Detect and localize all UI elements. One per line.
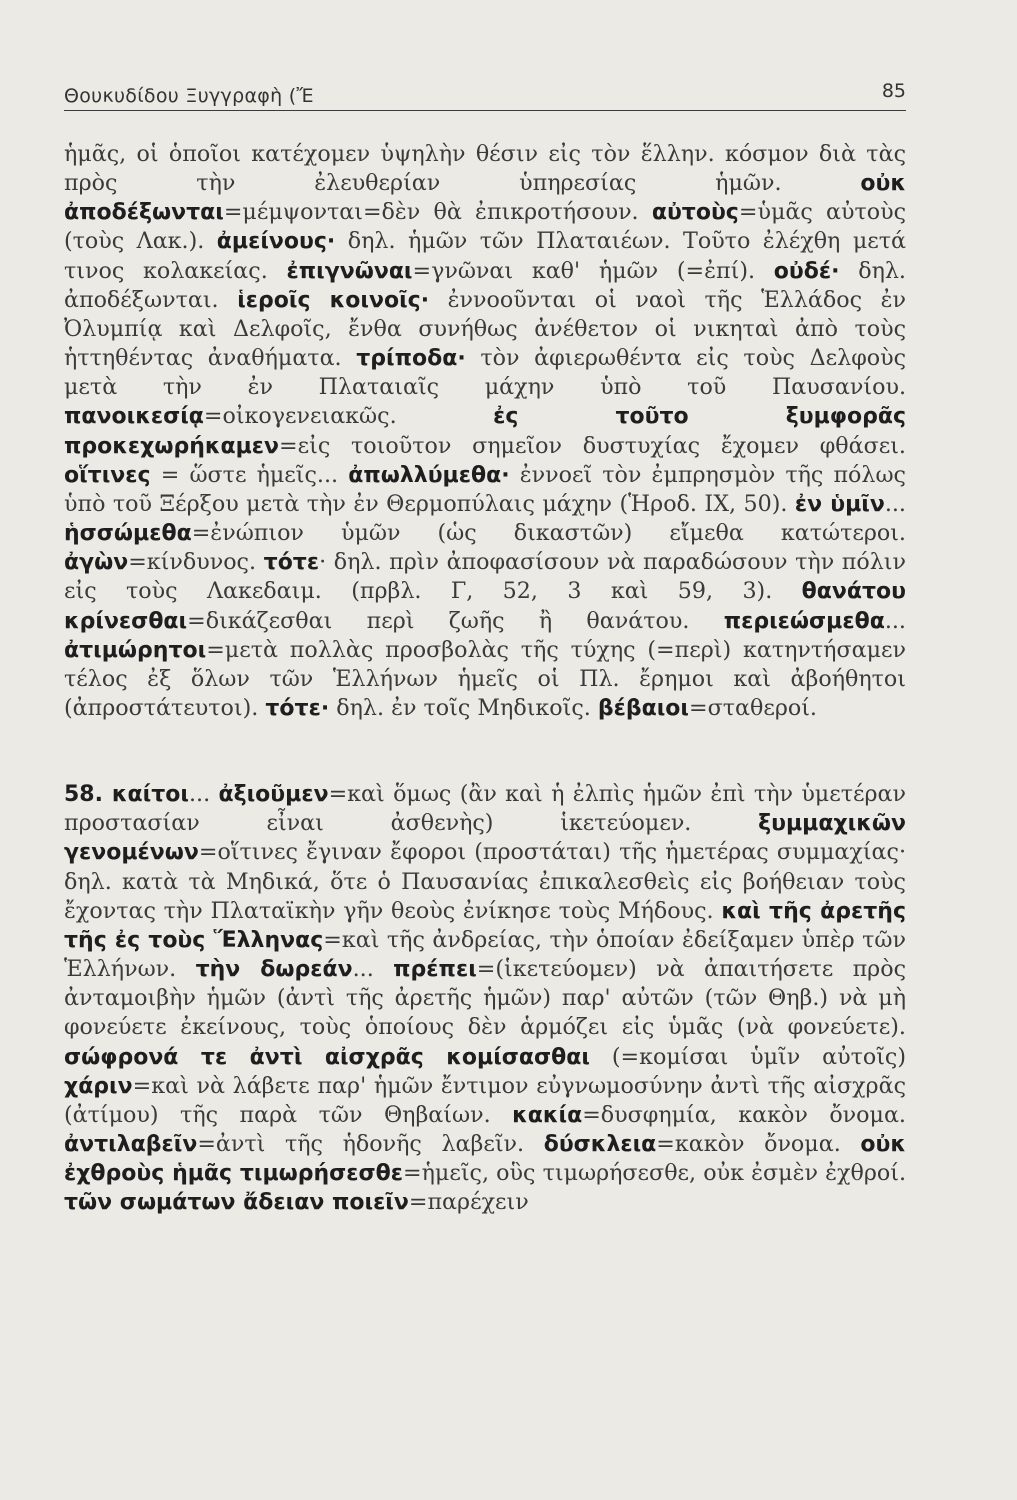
commentary-paragraph (64, 780, 906, 1217)
commentary-paragraph (64, 140, 906, 723)
lemma: ἐς τοῦτο ξυμφορᾶς προκεχωρήκαμεν (64, 404, 906, 459)
paragraph-gap (64, 723, 906, 780)
gloss: τὸν ἀφιερωθέντα εἰς τοὺς Δελφοὺς μετὰ τὴν ἐν Πλαταιαῖς μάχην ὑπὸ τοῦ Παυσανίου. (64, 345, 906, 401)
gloss: =ἡμεῖς, οὓς τιμωρήσεσθε, οὐκ ἐσμὲν ἐχθροί. (403, 1160, 906, 1187)
lemma: ἀτιμώρητοι (64, 637, 207, 663)
gloss: =κακὸν ὄνομα. (656, 1131, 861, 1157)
lemma: ἀπωλλύμεθα· (348, 462, 510, 488)
gloss: ... (188, 781, 219, 808)
gloss: ... (884, 490, 906, 517)
gloss: ... (884, 607, 906, 634)
gloss: =καὶ ὅμως (ἂν καὶ ἡ ἐλπὶς ἡμῶν ἐπὶ τὴν ὑμετέραν προστασίαν εἶναι ἀσθενὴς) ἱκετεύομεν. (64, 781, 907, 837)
gloss: =δικάζεσθαι περὶ ζωῆς ἢ θανάτου. (187, 607, 724, 634)
gloss: · δηλ. πρὶν ἀποφασίσουν νὰ παραδώσουν τὴν πόλιν εἰς τοὺς Λακεδαιμ. (πρβλ. Γ, 52, 3 καὶ 59, 3). (64, 549, 906, 605)
gloss: δηλ. ἀποδέξωνται. (64, 257, 906, 313)
gloss: =παρέχειν (408, 1189, 529, 1216)
lemma: οὐκ ἐχθροὺς ἡμᾶς τιμωρήσεσθε (64, 1132, 906, 1187)
gloss: = ὥστε ἡμεῖς... (150, 461, 349, 488)
gloss: =καὶ τῆς ἀνδρείας, τὴν ὁποίαν ἐδείξαμεν ὑπὲρ τῶν Ἑλλήνων. (64, 926, 906, 983)
lemma: καὶ τῆς ἀρετῆς τῆς ἐς τοὺς Ἕλληνας (64, 898, 906, 953)
lemma: ἱεροῖς κοινοῖς· (237, 287, 430, 313)
gloss: =ὑμᾶς αὐτοὺς (τοὺς Λακ.). (64, 199, 906, 255)
lemma: πανοικεσίᾳ (64, 404, 204, 430)
lemma: τότε (263, 550, 320, 576)
gloss: δηλ. ἐν τοῖς Μηδικοῖς. (329, 694, 598, 721)
page-number: 85 (881, 80, 906, 102)
lemma: οἵτινες (64, 462, 151, 488)
gloss: =ἐνώπιον ὑμῶν (ὡς δικαστῶν) εἴμεθα κατώτεροι. (191, 520, 906, 547)
lemma: ἐν ὑμῖν (794, 491, 885, 517)
gloss: =σταθεροί. (688, 694, 817, 721)
gloss: (=κομίσαι ὑμῖν αὐτοῖς) (589, 1043, 906, 1070)
lemma: βέβαιοι (597, 695, 689, 721)
lemma: τὴν δωρεάν (195, 957, 353, 983)
gloss: ἐννοοῦνται οἱ ναοὶ τῆς Ἑλλάδος ἐν Ὀλυμπίᾳ καὶ Δελφοῖς, ἔνθα συνήθως ἀνέθετον οἱ νικηταὶ ἀπὸ τοὺς ἡττηθέντας ἀναθήματα. (64, 286, 907, 372)
gloss: =ἀντὶ τῆς ἡδονῆς λαβεῖν. (197, 1131, 544, 1157)
lemma: ἀμείνους· (216, 229, 336, 255)
lemma: τότε· (265, 695, 330, 721)
lemma: ξυμμαχικῶν γενομένων (64, 811, 906, 866)
lemma: τῶν σωμάτων ἄδειαν ποιεῖν (64, 1190, 409, 1216)
lemma: περιεώσμεθα (723, 608, 885, 634)
gloss: =μετὰ πολλὰς προσβολὰς τῆς τύχης (=περὶ) κατηντήσαμεν τέλος ἐξ ὅλων τῶν Ἑλλήνων ἡμεῖς οἱ Πλ. ἔρημοι καὶ ἀβοήθητοι (ἀπροστάτευτοι). (64, 636, 906, 721)
gloss: ἐννοεῖ τὸν ἐμπρησμὸν τῆς πόλως ὑπὸ τοῦ Ξέρξου μετὰ τὴν ἐν Θερμοπύλαις μάχην (Ἡροδ. IX, 50). (64, 461, 906, 517)
lemma: ἡσσώμεθα (64, 521, 192, 547)
lemma: 58. καίτοι (64, 782, 189, 808)
running-title: Θουκυδίδου Ξυγγραφὴ (Ἔ (64, 85, 314, 107)
lemma: ἐπιγνῶναι (286, 258, 413, 284)
gloss: δηλ. ἡμῶν τῶν Πλαταιέων. Τοῦτο ἐλέχθη μετά τινος κολακείας. (64, 228, 906, 284)
gloss: =εἰς τοιοῦτον σημεῖον δυστυχίας ἔχομεν φθάσει. (279, 432, 906, 459)
gloss: =γνῶναι καθ' ἡμῶν (=ἐπί). (412, 257, 774, 284)
gloss: =καὶ νὰ λάβετε παρ' ἡμῶν ἔντιμον εὐγνωμοσύνην ἀντὶ τῆς αἰσχρᾶς (ἀτίμου) τῆς παρὰ τῶν Θηβαίων. (64, 1072, 906, 1128)
gloss: =(ἱκετεύομεν) νὰ ἀπαιτήσετε πρὸς ἀνταμοιβὴν ἡμῶν (ἀντὶ τῆς ἀρετῆς ἡμῶν) παρ' αὐτῶν (τῶν Θηβ.) νὰ μὴ φονεύετε ἐκείνους, τοὺς ὁποίους δὲν ἁρμόζει εἰς ὑμᾶς (νὰ φονεύετε). (64, 956, 907, 1041)
lemma: ἀξιοῦμεν (218, 782, 329, 808)
commentary-text (64, 140, 906, 1217)
lemma: αὐτοὺς (651, 200, 739, 226)
gloss: =δυσφημία, κακὸν ὄνομα. (582, 1101, 906, 1128)
gloss: =κίνδυνος. (128, 549, 264, 576)
gloss: ... (352, 956, 394, 983)
lemma: χάριν (64, 1073, 133, 1099)
lemma: τρίποδα· (356, 346, 466, 372)
gloss: =μέμψονται=δὲν θὰ ἐπικροτήσουν. (223, 199, 652, 226)
lemma: ἀγὼν (64, 550, 129, 576)
lemma: ἀντιλαβεῖν (64, 1132, 198, 1157)
lemma: σώφρονά τε ἀντὶ αἰσχρᾶς κομίσασθαι (64, 1044, 590, 1070)
lemma: οὐδέ· (773, 258, 840, 284)
lemma: κακία (512, 1102, 583, 1128)
gloss: =οἵτινες ἔγιναν ἔφοροι (προστάται) τῆς ἡμετέρας συμμαχίας· δηλ. κατὰ τὰ Μηδικά, ὅτε ὁ Παυσανίας ἐπικαλεσθεὶς εἰς βοήθειαν τοὺς ἔχοντας τὴν Πλαταϊκὴν γῆν θεοὺς ἐνίκησε τοὺς Μήδους. (64, 839, 906, 924)
lemma: θανάτου κρίνεσθαι (64, 579, 906, 634)
lemma: οὐκ ἀποδέξωνται (64, 171, 906, 226)
gloss: ἡμᾶς, οἱ ὁποῖοι κατέχομεν ὑψηλὴν θέσιν εἰς τὸν ἕλλην. κόσμον διὰ τὰς πρὸς τὴν ἐλευθερίαν ὑπηρεσίας ἡμῶν. (64, 141, 906, 197)
lemma: δύσκλεια (543, 1132, 657, 1157)
lemma: πρέπει (393, 957, 477, 983)
gloss: =οἰκογενειακῶς. (203, 403, 494, 430)
page-header (64, 78, 906, 111)
